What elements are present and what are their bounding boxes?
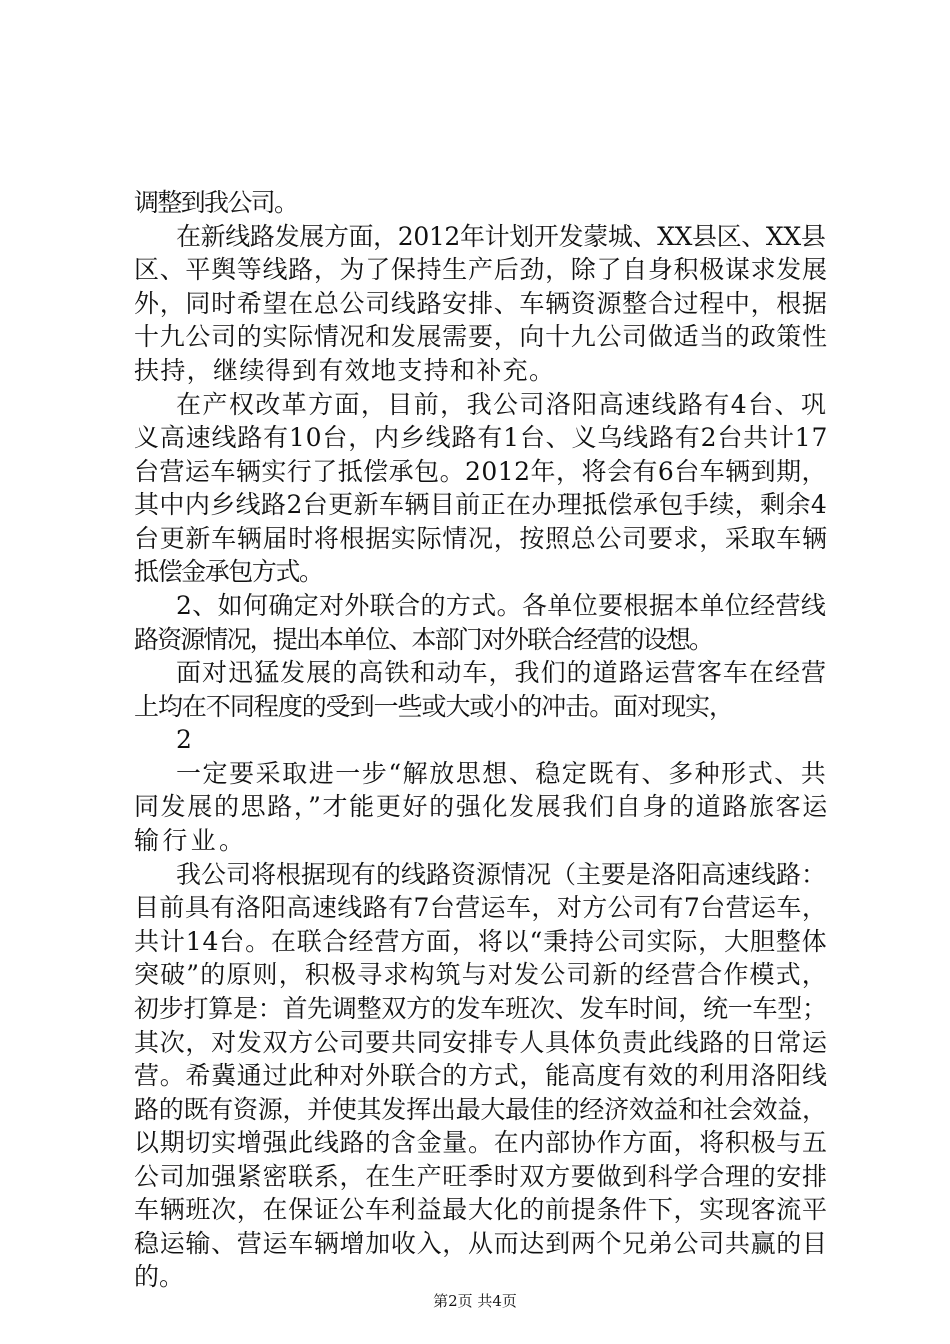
text-line: 我公司将根据现有的线路资源情况（主要是洛阳高速线路： <box>176 860 827 889</box>
text-line: 台营运车辆实行了抵偿承包。2012年，将会有6台车辆到期， <box>134 457 827 486</box>
text-line: 突破”的原则，积极寻求构筑与对发公司新的经营合作模式， <box>134 960 828 989</box>
text-line: 一定要采取进一步“解放思想、稳定既有、多种形式、共 <box>176 759 828 788</box>
text-line: 上均在不同程度的受到一些或大或小的冲击。面对现实， <box>134 692 733 721</box>
text-line: 区、平舆等线路，为了保持生产后劲，除了自身积极谋求发展 <box>134 255 828 284</box>
text-line: 目前具有洛阳高速线路有7台营运车，对方公司有7台营运车， <box>134 893 828 922</box>
text-line: 共计14台。在联合经营方面，将以“秉持公司实际，大胆整体 <box>134 927 828 956</box>
text-line: 台更新车辆届时将根据实际情况，按照总公司要求，采取车辆 <box>134 524 828 553</box>
text-line: 稳运输、营运车辆增加收入，从而达到两个兄弟公司共赢的目 <box>134 1229 828 1258</box>
text-line: 路的既有资源，并使其发挥出最大最佳的经济效益和社会效益， <box>134 1095 827 1124</box>
text-line: 营。希冀通过此种对外联合的方式，能高度有效的利用洛阳线 <box>134 1061 828 1090</box>
text-line: 以期切实增强此线路的含金量。在内部协作方面，将积极与五 <box>134 1128 828 1157</box>
text-line: 输行业。 <box>134 826 248 855</box>
text-line: 路资源情况，提出本单位、本部门对外联合经营的设想。 <box>134 625 713 654</box>
text-line: 2 <box>176 725 192 754</box>
text-line: 的。 <box>134 1262 185 1291</box>
text-line: 2、如何确定对外联合的方式。各单位要根据本单位经营线 <box>176 591 827 620</box>
text-line: 其中内乡线路2台更新车辆目前正在办理抵偿承包手续，剩余4 <box>134 490 828 519</box>
text-line: 调整到我公司。 <box>134 188 298 217</box>
text-line: 在产权改革方面，目前，我公司洛阳高速线路有4台、巩 <box>176 390 828 419</box>
text-line: 公司加强紧密联系，在生产旺季时双方要做到科学合理的安排 <box>134 1162 828 1191</box>
text-line: 面对迅猛发展的高铁和动车，我们的道路运营客车在经营 <box>176 658 828 687</box>
text-line: 义高速线路有10台，内乡线路有1台、义乌线路有2台共计17 <box>134 423 829 452</box>
text-line: 十九公司的实际情况和发展需要，向十九公司做适当的政策性 <box>134 322 828 351</box>
text-line: 初步打算是：首先调整双方的发车班次、发车时间，统一车型； <box>134 994 827 1023</box>
text-line: 外，同时希望在总公司线路安排、车辆资源整合过程中，根据 <box>134 289 828 318</box>
text-line: 车辆班次，在保证公车利益最大化的前提条件下，实现客流平 <box>134 1195 828 1224</box>
text-line: 在新线路发展方面，2012年计划开发蒙城、XX县区、XX县 <box>176 222 826 251</box>
text-line: 扶持，继续得到有效地支持和补充。 <box>134 356 556 385</box>
text-line: 同发展的思路，”才能更好的强化发展我们自身的道路旅客运 <box>134 792 829 821</box>
text-line: 抵偿金承包方式。 <box>134 557 323 586</box>
page-footer: 第2页 共4页 <box>433 1292 517 1310</box>
text-line: 其次，对发双方公司要共同安排专人具体负责此线路的日常运 <box>134 1028 828 1057</box>
